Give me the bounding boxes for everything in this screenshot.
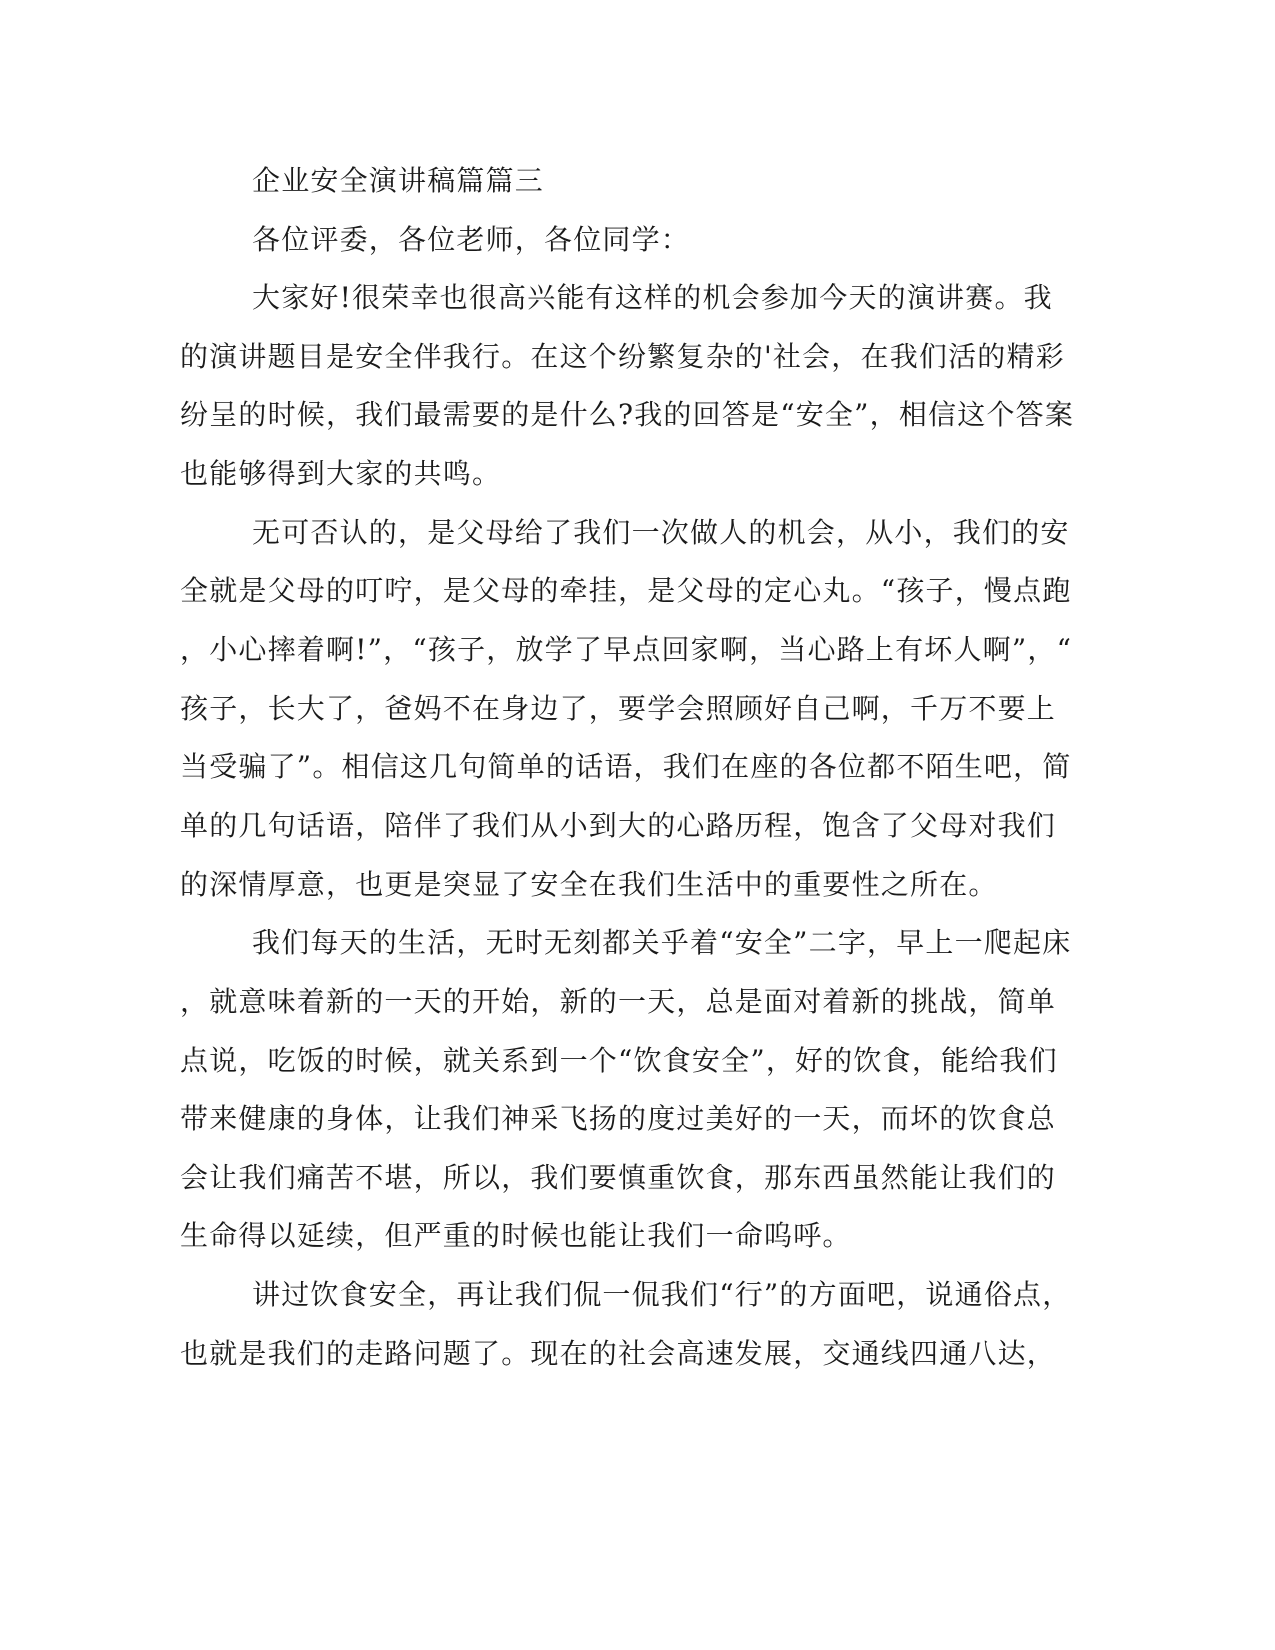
- paragraph-line: 点说，吃饭的时候，就关系到一个“饮食安全”，好的饮食，能给我们: [180, 1044, 1058, 1077]
- paragraph-line: 单的几句话语，陪伴了我们从小到大的心路历程，饱含了父母对我们: [180, 809, 1057, 842]
- paragraph-line: 全就是父母的叮咛，是父母的牵挂，是父母的定心丸。“孩子，慢点跑: [180, 574, 1072, 607]
- paragraph-line: 的演讲题目是安全伴我行。在这个纷繁复杂的'社会，在我们活的精彩: [180, 340, 1065, 373]
- paragraph-line: ，小心摔着啊!”，“孩子，放学了早点回家啊，当心路上有坏人啊”，“: [180, 633, 1073, 666]
- paragraph-line: 孩子，长大了，爸妈不在身边了，要学会照顾好自己啊，千万不要上: [180, 692, 1057, 725]
- paragraph-line: 纷呈的时候，我们最需要的是什么?我的回答是“安全”，相信这个答案: [180, 398, 1075, 431]
- paragraph-line: ，就意味着新的一天的开始，新的一天，总是面对着新的挑战，简单: [180, 985, 1057, 1018]
- paragraph-line: 也就是我们的走路问题了。现在的社会高速发展，交通线四通八达，: [180, 1337, 1057, 1370]
- paragraph-line: 无可否认的，是父母给了我们一次做人的机会，从小，我们的安: [252, 516, 1070, 549]
- paragraph-line: 的深情厚意，也更是突显了安全在我们生活中的重要性之所在。: [180, 868, 998, 901]
- paragraph-line: 也能够得到大家的共鸣。: [180, 457, 502, 490]
- salutation: 各位评委，各位老师，各位同学：: [252, 223, 691, 256]
- document-heading: 企业安全演讲稿篇篇三: [252, 164, 545, 197]
- paragraph-line: 大家好!很荣幸也很高兴能有这样的机会参加今天的演讲赛。我: [252, 281, 1053, 314]
- paragraph-line: 会让我们痛苦不堪，所以，我们要慎重饮食，那东西虽然能让我们的: [180, 1161, 1057, 1194]
- paragraph-line: 带来健康的身体，让我们神采飞扬的度过美好的一天，而坏的饮食总: [180, 1102, 1057, 1135]
- paragraph-line: 讲过饮食安全，再让我们侃一侃我们“行”的方面吧，说通俗点，: [252, 1278, 1072, 1311]
- paragraph-line: 我们每天的生活，无时无刻都关乎着“安全”二字，早上一爬起床: [252, 926, 1072, 959]
- paragraph-line: 生命得以延续，但严重的时候也能让我们一命呜呼。: [180, 1219, 852, 1252]
- paragraph-line: 当受骗了”。相信这几句简单的话语，我们在座的各位都不陌生吧，简: [180, 750, 1072, 783]
